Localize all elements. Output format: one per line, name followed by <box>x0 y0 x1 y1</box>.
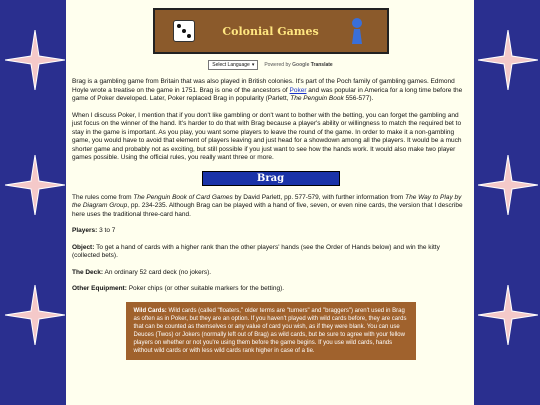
rules-source-paragraph: The rules come from The Penguin Book of Card Games by David Parlett, pp. 577-579, with further information from The Way to Play by the Diagram Group, pp. 234-235. Although Brag can be played with a hand of five, seven, or even nine cards, the version that I describe here uses the traditional three-card hand. <box>72 193 463 218</box>
translate-widget <box>72 60 469 70</box>
star-decoration-icon <box>478 30 538 90</box>
site-title: Colonial Games <box>222 24 319 38</box>
star-decoration-icon <box>5 285 65 345</box>
content-page <box>66 0 474 405</box>
language-select-label: Select Language <box>212 62 250 68</box>
players-line: Players: 3 to 7 <box>72 227 116 234</box>
star-decoration-icon <box>478 285 538 345</box>
site-banner[interactable] <box>153 8 389 54</box>
object-line: Object: To get a hand of cards with a higher rank than the other players' hands (see the Order of Hands below) and win the kitty (collected bets). <box>72 243 440 259</box>
equipment-line: Other Equipment: Poker chips (or other suitable markers for the betting). <box>72 285 285 292</box>
section-heading: Brag <box>202 171 340 186</box>
die-icon <box>173 20 195 42</box>
powered-by-text: Powered by Google Translate <box>264 62 333 68</box>
deck-line: The Deck: An ordinary 52 card deck (no jokers). <box>72 268 212 276</box>
pawn-icon <box>347 17 367 45</box>
star-decoration-icon <box>5 30 65 90</box>
wild-cards-box: Wild Cards: Wild cards (called "floaters," older terms are "turners" and "braggers") aren't used in Brag as often as in Poker, but they are an option. If you haven't played with wild cards before, they are cards that can be counted as themselves or any value of card you wish, as if they were blank. You can use Deuces (Twos) or Jokers (normally left out of Brag) as wild cards, but be sure to agree with your fellow players on whether or not you're using them before the game begins. If you use wild cards, hands without wild cards or with less wild cards rank higher in case of a tie. <box>126 302 416 360</box>
intro-paragraph-1: Brag is a gambling game from Britain that was also played in British colonies. It's part of the Poch family of gambling games. Edmond Hoyle wrote a treatise on the game in 1751. Brag is one of the ancestors of Poker and was popular in America for a long time before the game of Poker developed. Later, Poker replaced Brag in popularity (Parlett, The Penguin Book 556-577). <box>72 78 463 102</box>
language-select[interactable] <box>208 60 258 70</box>
star-decoration-icon <box>478 155 538 215</box>
poker-link[interactable]: Poker <box>289 86 307 94</box>
star-decoration-icon <box>5 155 65 215</box>
chevron-down-icon: ▾ <box>251 62 255 68</box>
intro-paragraph-2: When I discuss Poker, I mention that if you don't like gambling or don't want to bother with the betting, you can forget the gambling and just focus on the winner of the hand. It's harder to do that with Brag because a player's ability or willingness to match the required bet to stay in the game is important. As you play, you want some players to leave the round of the game. In order to make it a non-gambling game, you would have to avoid that element of players leaving and just head for a showdown among all the players. It would be a much shorter game and probably not as exciting, but still possible if you just want to see how the hands work. It would also make two player games possible. Using the official rules, you really want three or more. <box>72 111 462 161</box>
